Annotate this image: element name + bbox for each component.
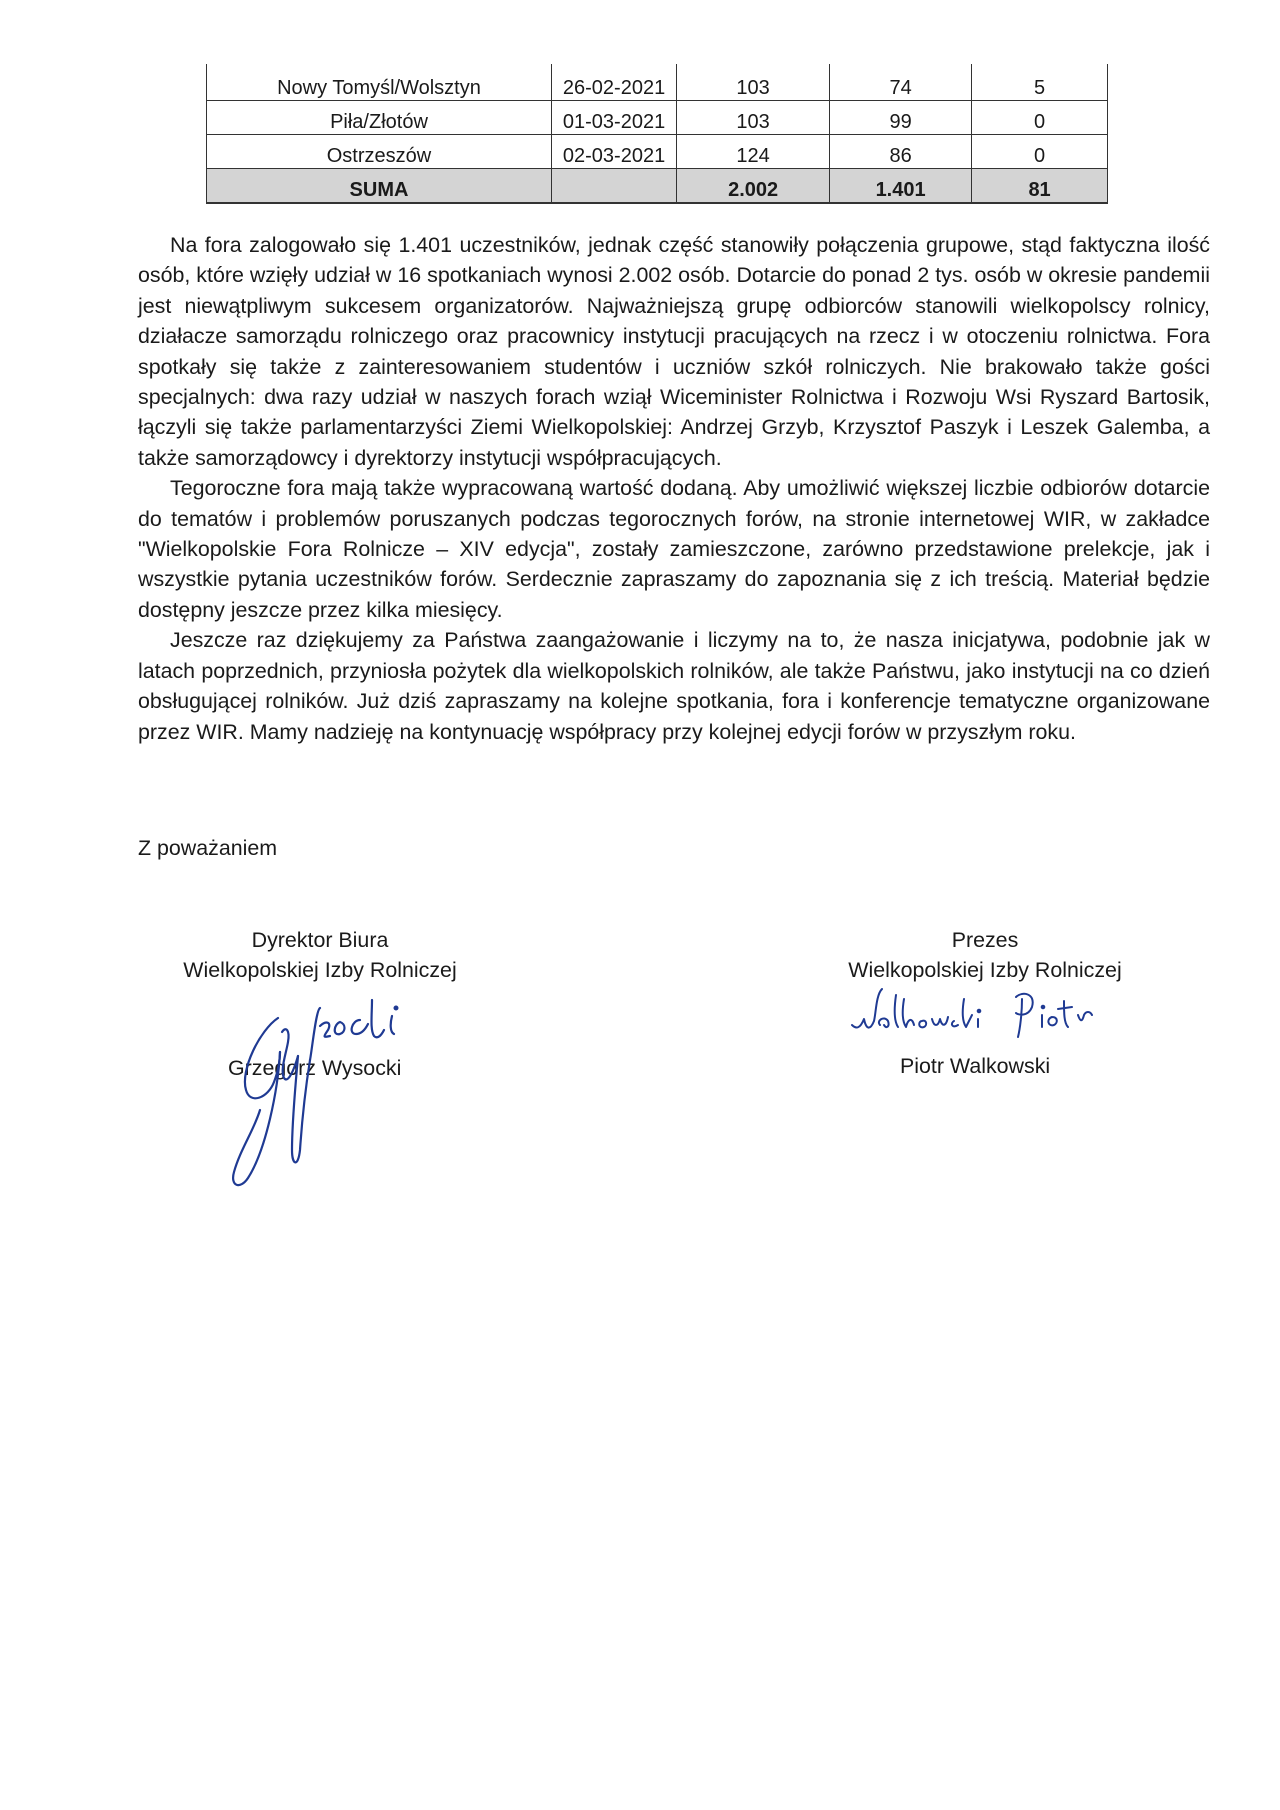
sum-date xyxy=(551,169,676,204)
paragraph: Tegoroczne fora mają także wypracowaną wartość dodaną. Aby umożliwić większej liczbie odbiorów dotarcie do tematów i problemów poruszanych podczas tegorocznych forów, na stronie internetowej WIR, w zakładce "Wielkopolskie Fora Rolnicze – XIV edycja", zostały zamieszczone, zarówno przedstawione prelekcje, jak i wszystkie pytania uczestników forów. Serdecznie zapraszamy do zapoznania się z ich treścią. Materiał będzie dostępny jeszcze przez kilka miesięcy. xyxy=(138,476,1210,622)
sum-value: 2.002 xyxy=(677,169,830,204)
signatory-title: Prezes xyxy=(951,928,1019,952)
cell-value: 5 xyxy=(972,64,1108,101)
handwritten-signature xyxy=(846,985,1106,1045)
cell-location: Ostrzeszów xyxy=(207,135,552,169)
table-row xyxy=(207,135,1108,169)
signatory-right xyxy=(820,925,1150,986)
handwritten-signature xyxy=(220,990,420,1200)
cell-date: 26-02-2021 xyxy=(551,64,676,101)
cell-location: Piła/Złotów xyxy=(207,101,552,135)
signatory-name: Piotr Walkowski xyxy=(900,1054,1051,1078)
table-row xyxy=(207,64,1108,101)
cell-location: Nowy Tomyśl/Wolsztyn xyxy=(207,64,552,101)
signatory-title: Dyrektor Biura xyxy=(251,928,389,952)
letter-body xyxy=(138,230,1210,747)
cell-date: 02-03-2021 xyxy=(551,135,676,169)
paragraph: Na fora zalogowało się 1.401 uczestników, jednak część stanowiły połączenia grupowe, stąd faktyczna ilość osób, które wzięły udział w 16 spotkaniach wynosi 2.002 osób. Dotarcie do ponad 2 tys. osób w okresie pandemii jest niewątpliwym sukcesem organizatorów. Najważniejszą grupę odbiorców stanowili wielkopolscy rolnicy, działacze samorządu rolniczego oraz pracownicy instytucji pracujących na rzecz i w otoczeniu rolnictwa. Fora spotkały się także z zainteresowaniem studentów i uczniów szkół rolniczych. Nie brakowało także gości specjalnych: dwa razy udział w naszych forach wziął Wiceminister Rolnictwa i Rozwoju Wsi Ryszard Bartosik, łączyli się także parlamentarzyści Ziemi Wielkopolskiej: Andrzej Grzyb, Krzysztof Paszyk i Leszek Galemba, a także samorządowcy i dyrektorzy instytucji współpracujących. xyxy=(138,233,1210,470)
cell-value: 99 xyxy=(830,101,972,135)
cell-value: 74 xyxy=(830,64,972,101)
signatory-org: Wielkopolskiej Izby Rolniczej xyxy=(183,958,457,983)
paragraph: Jeszcze raz dziękujemy za Państwa zaangażowanie i liczymy na to, że nasza inicjatywa, podobnie jak w latach poprzednich, przyniosła pożytek dla wielkopolskich rolników, ale także Państwu, jako instytucji na co dzień obsługującej rolników. Już dziś zapraszamy na kolejne spotkania, fora i konferencje tematyczne organizowane przez WIR. Mamy nadzieję na kontynuację współpracy przy kolejnej edycji forów w przyszłym roku. xyxy=(138,628,1210,744)
signatory-org: Wielkopolskiej Izby Rolniczej xyxy=(848,958,1122,983)
cell-value: 0 xyxy=(972,101,1108,135)
cell-value: 103 xyxy=(677,64,830,101)
signatory-name: Grzegorz Wysocki xyxy=(228,1056,402,1080)
cell-date: 01-03-2021 xyxy=(551,101,676,135)
participants-table xyxy=(206,64,1108,204)
signatory-left xyxy=(140,925,500,986)
cell-value: 124 xyxy=(677,135,830,169)
cell-value: 0 xyxy=(972,135,1108,169)
sum-value: 1.401 xyxy=(830,169,972,204)
sum-row xyxy=(207,169,1108,204)
closing-greeting: Z poważaniem xyxy=(138,836,278,860)
table-row xyxy=(207,101,1108,135)
sum-label: SUMA xyxy=(207,169,552,204)
sum-value: 81 xyxy=(972,169,1108,204)
cell-value: 103 xyxy=(677,101,830,135)
cell-value: 86 xyxy=(830,135,972,169)
